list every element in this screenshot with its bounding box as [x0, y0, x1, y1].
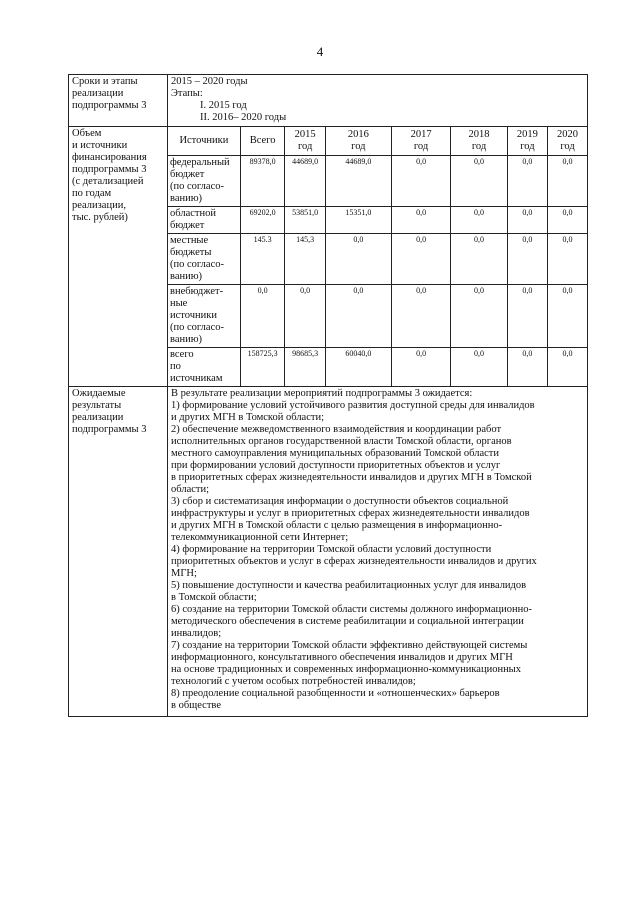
financing-label — [69, 127, 168, 387]
results-line: МГН; — [171, 568, 197, 579]
results-line: 4) формирование на территории Томской области условий доступности — [171, 544, 492, 555]
value-cell: 0,0 — [391, 285, 451, 348]
header-year-2016: 2016 год — [325, 127, 391, 156]
terms-label-line: подпрограммы 3 — [72, 100, 147, 111]
header-year-2018: 2018 год — [451, 127, 507, 156]
value-cell: 145,3 — [285, 234, 325, 285]
value-cell: 0,0 — [548, 234, 587, 285]
value-cell: 0,0 — [451, 285, 507, 348]
results-line: при формировании условий доступности приоритетных объектов и услуг — [171, 460, 501, 471]
value-cell: 0,0 — [325, 234, 391, 285]
results-label-line: реализации — [72, 412, 124, 423]
terms-stage-2: II. 2016– 2020 годы — [200, 112, 287, 123]
results-label — [69, 387, 168, 717]
value-cell: 0,0 — [507, 234, 547, 285]
value-cell: 0,0 — [391, 156, 451, 207]
financing-label-line: тыс. рублей) — [72, 212, 128, 223]
terms-period: 2015 – 2020 годы — [171, 76, 248, 87]
value-cell: 0,0 — [507, 156, 547, 207]
results-line: методического обеспечения в системе реабилитации и социальной интеграции — [171, 616, 524, 627]
results-line: области; — [171, 484, 210, 495]
results-line: 7) создание на территории Томской области эффективно действующей системы — [171, 640, 528, 651]
results-line: инвалидов; — [171, 628, 222, 639]
financing-label-line: по годам — [72, 188, 112, 199]
results-row — [69, 387, 588, 717]
results-line: в обществе — [171, 700, 221, 711]
value-cell: 145.3 — [240, 234, 285, 285]
results-line: технологий с учетом особых потребностей инвалидов; — [171, 676, 416, 687]
results-line: в Томской области; — [171, 592, 257, 603]
terms-stage-1: I. 2015 год — [200, 100, 247, 111]
value-cell: 0,0 — [548, 348, 587, 387]
table-row — [168, 234, 587, 285]
value-cell: 0,0 — [391, 207, 451, 234]
value-cell: 0,0 — [240, 285, 285, 348]
value-cell: 15351,0 — [325, 207, 391, 234]
value-cell: 44689,0 — [285, 156, 325, 207]
results-line: инфраструктуры и услуг в приоритетных сферах жизнедеятельности инвалидов — [171, 508, 530, 519]
results-text — [168, 387, 587, 716]
terms-content — [168, 75, 588, 127]
results-line: 8) преодоление социальной разобщенности и «отношенческих» барьеров — [171, 688, 500, 699]
value-cell: 0,0 — [285, 285, 325, 348]
value-cell: 60040,0 — [325, 348, 391, 387]
value-cell: 0,0 — [507, 285, 547, 348]
results-line: местного самоуправления муниципальных образований Томской области — [171, 448, 500, 459]
header-total: Всего — [240, 127, 285, 156]
financing-label-line: Объем — [72, 128, 102, 139]
results-line: 5) повышение доступности и качества реабилитационных услуг для инвалидов — [171, 580, 527, 591]
terms-label-line: Сроки и этапы — [72, 76, 138, 87]
financing-row — [69, 127, 588, 387]
results-line: 3) сбор и систематизация информации о доступности объектов социальной — [171, 496, 509, 507]
results-line: 1) формирование условий устойчивого развития доступной среды для инвалидов — [171, 400, 535, 411]
value-cell: 0,0 — [391, 234, 451, 285]
table-row — [168, 156, 587, 207]
header-year-2017: 2017 год — [391, 127, 451, 156]
results-line: на основе традиционных и современных информационно-коммуникационных — [171, 664, 521, 675]
value-cell: 69202,0 — [240, 207, 285, 234]
value-cell: 0,0 — [451, 156, 507, 207]
terms-label — [69, 75, 168, 127]
header-year-2020: 2020 год — [548, 127, 587, 156]
financing-label-line: финансирования — [72, 152, 147, 163]
source-local: местные бюджеты (по согласо- ванию) — [168, 234, 240, 285]
results-line: телекоммуникационной сети Интернет; — [171, 532, 349, 543]
results-line: 2) обеспечение межведомственного взаимодействия и координации работ — [171, 424, 502, 435]
page-number: 4 — [316, 44, 324, 59]
results-content — [168, 387, 588, 717]
financing-label-line: и источники — [72, 140, 128, 151]
financing-label-line: реализации, — [72, 200, 126, 211]
source-total: всего по источникам — [168, 348, 240, 387]
results-line: и других МГН в Томской области с целью размещения в информационно- — [171, 520, 503, 531]
financing-content — [168, 127, 588, 387]
financing-table — [168, 127, 587, 386]
financing-label-line: подпрограммы 3 — [72, 164, 147, 175]
source-federal: федеральный бюджет (по согласо- ванию) — [168, 156, 240, 207]
value-cell: 0,0 — [451, 234, 507, 285]
subprogram-passport-table — [68, 74, 588, 717]
source-regional: областной бюджет — [168, 207, 240, 234]
header-source: Источники — [168, 127, 240, 156]
results-line: 6) создание на территории Томской области системы должного информационно- — [171, 604, 532, 615]
header-year-2019: 2019 год — [507, 127, 547, 156]
results-label-line: Ожидаемые — [72, 388, 126, 399]
table-row — [168, 285, 587, 348]
source-extrabudgetary: внебюджет- ные источники (по согласо- ванию) — [168, 285, 240, 348]
value-cell: 0,0 — [451, 207, 507, 234]
results-line: в приоритетных сферах жизнедеятельности инвалидов и других МГН в Томской — [171, 472, 532, 483]
value-cell: 0,0 — [548, 285, 587, 348]
results-line: исполнительных органов государственной власти Томской области, органов — [171, 436, 512, 447]
results-label-line: подпрограммы 3 — [72, 424, 147, 435]
results-line: информационного, консультативного обеспечения инвалидов и других МГН — [171, 652, 513, 663]
value-cell: 0,0 — [325, 285, 391, 348]
value-cell: 0,0 — [507, 207, 547, 234]
results-line: приоритетных объектов и услуг в сферах жизнедеятельности инвалидов и других — [171, 556, 537, 567]
value-cell: 158725,3 — [240, 348, 285, 387]
value-cell: 98685,3 — [285, 348, 325, 387]
terms-stages-heading: Этапы: — [171, 88, 203, 99]
value-cell: 44689,0 — [325, 156, 391, 207]
terms-label-line: реализации — [72, 88, 124, 99]
table-row — [168, 348, 587, 387]
value-cell: 0,0 — [391, 348, 451, 387]
results-line: В результате реализации мероприятий подпрограммы 3 ожидается: — [171, 388, 473, 399]
financing-label-line: (с детализацией — [72, 176, 144, 187]
value-cell: 0,0 — [451, 348, 507, 387]
value-cell: 0,0 — [548, 156, 587, 207]
value-cell: 0,0 — [507, 348, 547, 387]
results-label-line: результаты — [72, 400, 122, 411]
table-row — [168, 207, 587, 234]
results-line: и других МГН в Томской области; — [171, 412, 325, 423]
financing-header-row — [168, 127, 587, 156]
terms-row — [69, 75, 588, 127]
value-cell: 53851,0 — [285, 207, 325, 234]
header-year-2015: 2015 год — [285, 127, 325, 156]
value-cell: 0,0 — [548, 207, 587, 234]
value-cell: 89378,0 — [240, 156, 285, 207]
